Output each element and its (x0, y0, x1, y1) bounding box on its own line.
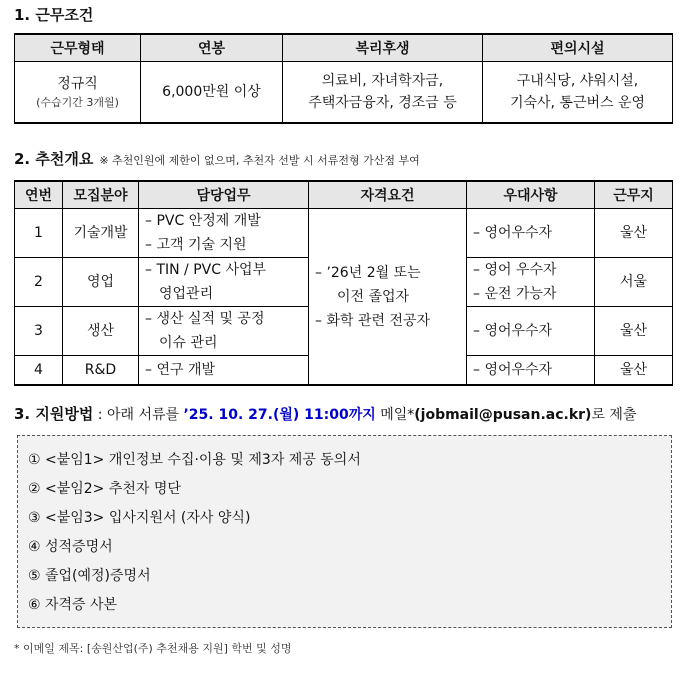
row-preference: – 영어우수자 (467, 209, 595, 258)
requirement-line-3: – 화학 관련 전공자 (315, 312, 431, 329)
section-1-title: 1. 근무조건 (14, 6, 94, 24)
required-documents-box (17, 435, 672, 628)
header-preference: 우대사항 (467, 181, 595, 209)
facilities-line-2: 기숙사, 통근버스 운영 (509, 95, 646, 111)
row-field: 기술개발 (63, 209, 139, 258)
row-location: 울산 (595, 209, 673, 258)
table-row (15, 209, 673, 258)
header-duty: 담당업무 (139, 181, 309, 209)
application-deadline: ’25. 10. 27.(월) 11:00까지 (183, 407, 376, 423)
facilities-line-1: 구내식당, 샤워시설, (516, 73, 639, 89)
application-via: 메일* (375, 407, 415, 423)
requirement-line-1: – ’26년 2월 또는 (315, 264, 421, 281)
row-location: 울산 (595, 307, 673, 356)
row-field: 영업 (63, 258, 139, 307)
section-2-heading: 2. 추천개요 (14, 150, 94, 168)
application-lead: : 아래 서류를 (93, 407, 184, 423)
row-duty (139, 258, 309, 307)
header-requirements: 자격요건 (309, 181, 467, 209)
row-preference (467, 258, 595, 307)
preference-line-1: – 영어 우수자 (473, 262, 557, 278)
duty-line-2: 이슈 관리 (159, 335, 218, 351)
work-type-cell (15, 62, 141, 124)
row-no: 1 (15, 209, 63, 258)
section-2-note: ※ 추천인원에 제한이 없으며, 추천자 선발 시 서류전형 가산점 부여 (99, 154, 420, 167)
header-location: 근무지 (595, 181, 673, 209)
requirements-cell (309, 209, 467, 386)
application-line (14, 405, 636, 424)
facilities-cell (483, 62, 673, 124)
header-salary: 연봉 (141, 34, 283, 62)
row-no: 2 (15, 258, 63, 307)
email-subject-footnote: * 이메일 제목: [송원산업(주) 추천채용 지원] 학번 및 성명 (14, 642, 292, 655)
duty-line-2: 영업관리 (159, 286, 214, 302)
welfare-cell (283, 62, 483, 124)
document-item: ② <붙임2> 추천자 명단 (28, 481, 181, 497)
requirement-line-2: 이전 졸업자 (337, 288, 410, 305)
duty-line-1: – 생산 실적 및 공정 (145, 311, 265, 327)
header-facilities: 편의시설 (483, 34, 673, 62)
table-header-row (15, 34, 673, 62)
row-location: 서울 (595, 258, 673, 307)
row-preference: – 영어우수자 (467, 356, 595, 386)
section-2-title (14, 150, 420, 170)
row-preference: – 영어우수자 (467, 307, 595, 356)
header-no: 연번 (15, 181, 63, 209)
table-header-row (15, 181, 673, 209)
header-work-type: 근무형태 (15, 34, 141, 62)
application-email[interactable]: (jobmail@pusan.ac.kr) (414, 407, 592, 423)
row-duty: – 연구 개발 (139, 356, 309, 386)
welfare-line-2: 주택자금융자, 경조금 등 (308, 95, 457, 111)
row-no: 3 (15, 307, 63, 356)
document-item: ⑥ 자격증 사본 (28, 597, 118, 613)
preference-line-2: – 운전 가능자 (473, 286, 557, 302)
section-3-title: 3. 지원방법 (14, 405, 94, 423)
duty-line-2: – 고객 기술 지원 (145, 237, 247, 253)
row-duty (139, 209, 309, 258)
row-no: 4 (15, 356, 63, 386)
table-row (15, 62, 673, 124)
row-field: R&D (63, 356, 139, 386)
work-type: 정규직 (57, 76, 98, 92)
header-field: 모집분야 (63, 181, 139, 209)
row-field: 생산 (63, 307, 139, 356)
duty-line-1: – TIN / PVC 사업부 (145, 262, 267, 278)
row-location: 울산 (595, 356, 673, 386)
recommendation-table (14, 180, 673, 386)
document-item: ① <붙임1> 개인정보 수집·이용 및 제3자 제공 동의서 (28, 452, 361, 468)
probation-note: (수습기간 3개월) (36, 96, 119, 109)
header-welfare: 복리후생 (283, 34, 483, 62)
document-item: ④ 성적증명서 (28, 539, 113, 555)
welfare-line-1: 의료비, 자녀학자금, (321, 73, 444, 89)
row-duty (139, 307, 309, 356)
document-item: ③ <붙임3> 입사지원서 (자사 양식) (28, 510, 251, 526)
duty-line-1: – PVC 안정제 개발 (145, 213, 261, 229)
work-conditions-table (14, 33, 673, 124)
document-item: ⑤ 졸업(예정)증명서 (28, 568, 151, 584)
application-tail: 로 제출 (591, 407, 637, 423)
salary-cell: 6,000만원 이상 (141, 62, 283, 124)
